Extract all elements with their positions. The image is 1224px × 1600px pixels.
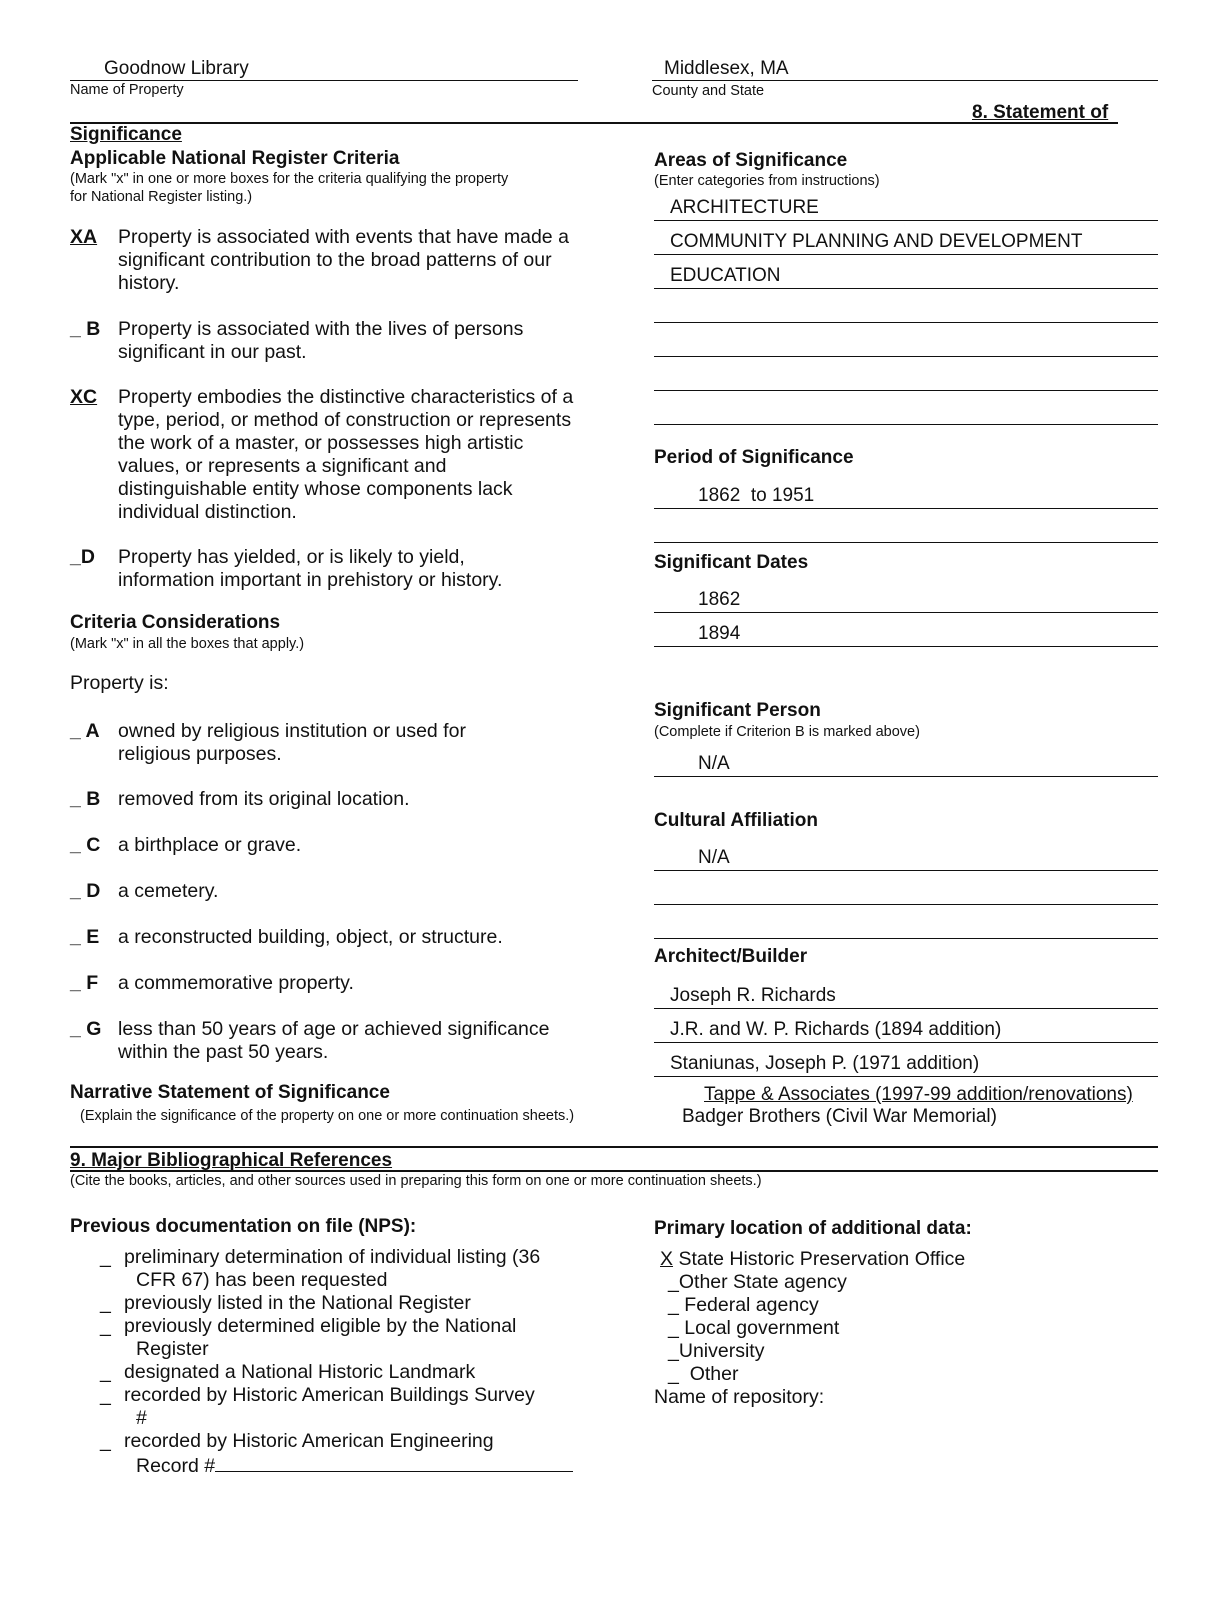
period-field-2[interactable] — [654, 516, 1158, 543]
cultural-field-3[interactable] — [654, 912, 1158, 939]
primary-item-6-mark[interactable]: _ — [668, 1363, 679, 1385]
area-field-4[interactable] — [654, 296, 1158, 323]
criterion-c-text: Property embodies the distinctive characteristics of a type, period, or method of construction or represents the work of a master, or possesses high artistic values, or represents a significant and distinguishable entity whose components lack individual distinction. — [118, 386, 574, 523]
previous-item-1-line2: CFR 67) has been requested — [136, 1269, 388, 1291]
consideration-b-text: removed from its original location. — [118, 788, 410, 810]
consideration-c-mark[interactable]: _ C — [70, 834, 101, 856]
section9-note: (Cite the books, articles, and other sources used in preparing this form on one or more continuation sheets.) — [70, 1173, 762, 1189]
primary-item-2-mark[interactable]: _ — [668, 1271, 679, 1293]
primary-item-1-text: State Historic Preservation Office — [678, 1248, 966, 1270]
primary-item-2[interactable] — [654, 1271, 847, 1294]
criterion-a-mark[interactable]: XA — [70, 226, 98, 248]
previous-item-6-line1: recorded by Historic American Engineering — [124, 1430, 494, 1452]
section8-title-part2: Significance — [70, 124, 182, 145]
area-value-1: ARCHITECTURE — [670, 197, 819, 218]
primary-item-1-mark[interactable]: X — [660, 1248, 674, 1270]
previous-item-1-line1: preliminary determination of individual listing (36 — [124, 1246, 541, 1268]
section9-title: 9. Major Bibliographical References — [70, 1150, 393, 1171]
architect-field-1[interactable] — [654, 982, 1158, 1009]
previous-item-4-check[interactable]: _ — [100, 1361, 111, 1383]
previous-item-2-check[interactable]: _ — [100, 1292, 111, 1314]
name-of-property-value: Goodnow Library — [104, 58, 249, 79]
criterion-b-text: Property is associated with the lives of persons significant in our past. — [118, 318, 524, 363]
architect-value-1: Joseph R. Richards — [670, 985, 836, 1006]
primary-item-3-text: Federal agency — [678, 1294, 819, 1316]
primary-item-4-text: Local government — [678, 1317, 840, 1339]
consideration-e-text: a reconstructed building, object, or structure. — [118, 926, 503, 948]
person-note: (Complete if Criterion B is marked above) — [654, 724, 920, 740]
name-of-property-label: Name of Property — [70, 82, 184, 98]
name-of-property-field[interactable] — [70, 58, 578, 81]
person-value: N/A — [698, 753, 730, 774]
date-field-1[interactable] — [654, 586, 1158, 613]
previous-item-4-line1: designated a National Historic Landmark — [124, 1361, 476, 1383]
county-state-field[interactable] — [652, 58, 1158, 81]
previous-item-2-line1: previously listed in the National Register — [124, 1292, 471, 1314]
architect-value-5: Badger Brothers (Civil War Memorial) — [682, 1106, 997, 1127]
consideration-d-text: a cemetery. — [118, 880, 219, 902]
person-field[interactable] — [654, 750, 1158, 777]
primary-item-5-text: University — [678, 1340, 765, 1362]
period-field[interactable] — [654, 482, 1158, 509]
architect-value-3: Staniunas, Joseph P. (1971 addition) — [670, 1053, 980, 1074]
county-state-value: Middlesex, MA — [664, 58, 789, 79]
primary-item-3[interactable] — [654, 1294, 819, 1317]
previous-heading: Previous documentation on file (NPS): — [70, 1216, 417, 1237]
county-state-label: County and State — [652, 83, 765, 99]
primary-item-4-mark[interactable]: _ — [668, 1317, 679, 1339]
primary-item-1[interactable] — [654, 1248, 965, 1271]
areas-heading: Areas of Significance — [654, 150, 848, 171]
previous-item-1-check[interactable]: _ — [100, 1246, 111, 1268]
area-value-3: EDUCATION — [670, 265, 781, 286]
considerations-heading: Criteria Considerations — [70, 612, 281, 633]
consideration-a-text: owned by religious institution or used for religious purposes. — [118, 720, 466, 765]
criteria-note-line1: (Mark "x" in one or more boxes for the criteria qualifying the property — [70, 171, 509, 187]
area-field-6[interactable] — [654, 364, 1158, 391]
criterion-b-mark[interactable]: _ B — [70, 318, 101, 340]
primary-item-3-mark[interactable]: _ — [668, 1294, 679, 1316]
previous-item-6-check[interactable]: _ — [100, 1430, 111, 1452]
consideration-a-mark[interactable]: _ A — [70, 720, 100, 742]
criterion-a-text: Property is associated with events that have made a significant contribution to the broad patterns of our history. — [118, 226, 569, 294]
architect-heading: Architect/Builder — [654, 946, 808, 967]
architect-value-4: Tappe & Associates (1997-99 addition/renovations) — [704, 1084, 1133, 1105]
cultural-value: N/A — [698, 847, 730, 868]
consideration-c-text: a birthplace or grave. — [118, 834, 302, 856]
areas-note: (Enter categories from instructions) — [654, 173, 880, 189]
architect-field-2[interactable] — [654, 1016, 1158, 1043]
record-number-field[interactable] — [215, 1453, 573, 1472]
consideration-d-mark[interactable]: _ D — [70, 880, 101, 902]
area-field-1[interactable] — [654, 194, 1158, 221]
architect-field-3[interactable] — [654, 1050, 1158, 1077]
primary-item-5[interactable] — [654, 1340, 764, 1363]
criterion-d-text: Property has yielded, or is likely to yield, information important in prehistory or history. — [118, 546, 503, 591]
criterion-d-mark[interactable]: _D — [70, 546, 95, 568]
property-is-label: Property is: — [70, 672, 169, 694]
consideration-g-text: less than 50 years of age or achieved significance within the past 50 years. — [118, 1018, 550, 1063]
dates-heading: Significant Dates — [654, 552, 809, 573]
period-value: 1862 to 1951 — [698, 485, 815, 506]
date-field-2[interactable] — [654, 620, 1158, 647]
cultural-field-2[interactable] — [654, 878, 1158, 905]
consideration-f-mark[interactable]: _ F — [70, 972, 99, 994]
date-value-1: 1862 — [698, 589, 741, 610]
previous-item-5-check[interactable]: _ — [100, 1384, 111, 1406]
primary-heading: Primary location of additional data: — [654, 1218, 972, 1239]
primary-item-6[interactable] — [654, 1363, 738, 1386]
considerations-note: (Mark "x" in all the boxes that apply.) — [70, 636, 305, 652]
architect-value-2: J.R. and W. P. Richards (1894 addition) — [670, 1019, 1002, 1040]
consideration-g-mark[interactable]: _ G — [70, 1018, 102, 1040]
repository-label: Name of repository: — [654, 1386, 825, 1408]
section8-divider — [70, 122, 1118, 124]
previous-item-5-line2: # — [136, 1407, 147, 1429]
person-heading: Significant Person — [654, 700, 821, 721]
narrative-note: (Explain the significance of the property on one or more continuation sheets.) — [80, 1108, 575, 1124]
criteria-heading: Applicable National Register Criteria — [70, 148, 400, 169]
area-value-2: COMMUNITY PLANNING AND DEVELOPMENT — [670, 231, 1083, 252]
consideration-f-text: a commemorative property. — [118, 972, 354, 994]
period-heading: Period of Significance — [654, 447, 854, 468]
date-value-2: 1894 — [698, 623, 741, 644]
area-field-7[interactable] — [654, 398, 1158, 425]
previous-item-6-line2-wrap — [124, 1453, 594, 1478]
section9-divider-top — [70, 1146, 1158, 1148]
consideration-b-mark[interactable]: _ B — [70, 788, 101, 810]
previous-item-6-line2: Record # — [136, 1455, 216, 1477]
narrative-heading: Narrative Statement of Significance — [70, 1082, 390, 1103]
primary-item-5-mark[interactable]: _ — [668, 1340, 679, 1362]
criteria-note-line2: for National Register listing.) — [70, 189, 253, 205]
cultural-heading: Cultural Affiliation — [654, 810, 818, 831]
previous-item-5-line1: recorded by Historic American Buildings Survey — [124, 1384, 535, 1406]
criterion-c-mark[interactable]: XC — [70, 386, 98, 408]
area-field-3[interactable] — [654, 262, 1158, 289]
primary-item-4[interactable] — [654, 1317, 839, 1340]
section8-title-part1: 8. Statement of — [972, 102, 1109, 123]
previous-item-3-check[interactable]: _ — [100, 1315, 111, 1337]
primary-item-6-text: Other — [678, 1363, 739, 1385]
primary-item-2-text: Other State agency — [678, 1271, 847, 1293]
previous-item-3-line1: previously determined eligible by the National — [124, 1315, 517, 1337]
area-field-5[interactable] — [654, 330, 1158, 357]
consideration-e-mark[interactable]: _ E — [70, 926, 100, 948]
area-field-2[interactable] — [654, 228, 1158, 255]
section9-divider-bottom — [70, 1170, 1158, 1172]
cultural-field-1[interactable] — [654, 844, 1158, 871]
previous-item-3-line2: Register — [136, 1338, 209, 1360]
